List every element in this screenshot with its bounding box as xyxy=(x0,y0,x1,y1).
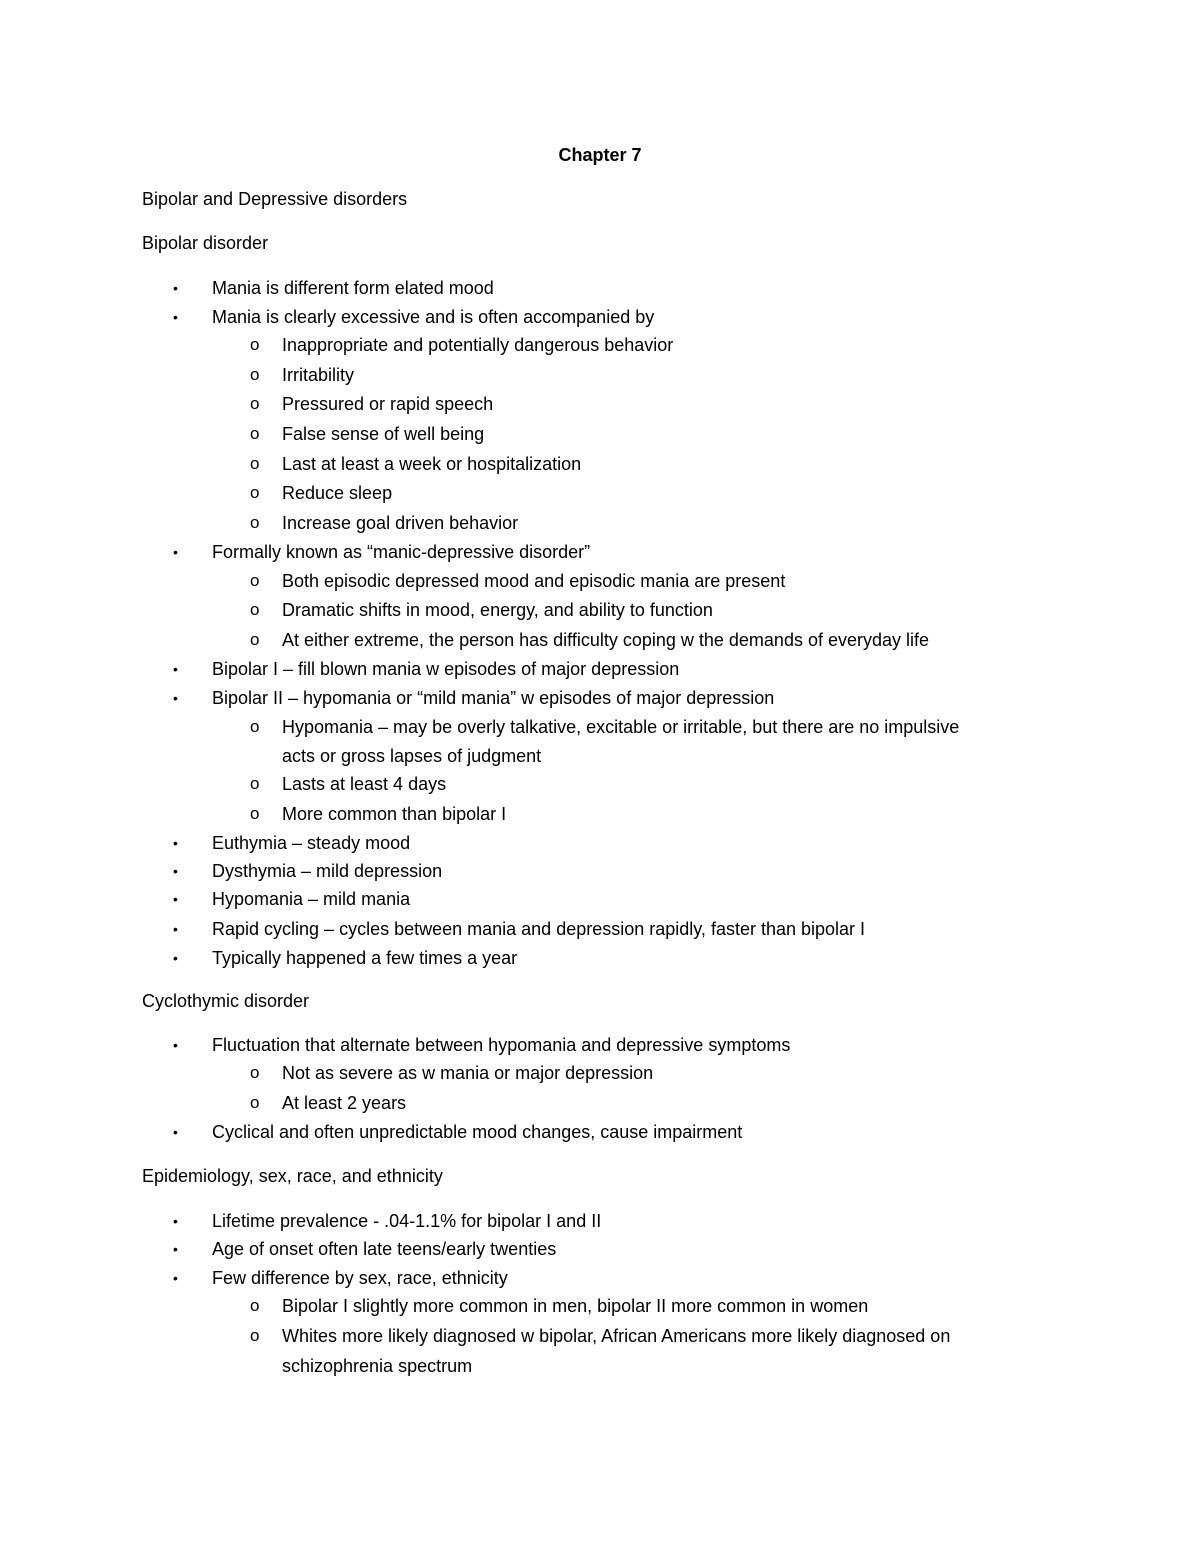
sub-bullet-marker: o xyxy=(250,1093,260,1112)
sub-bullet-marker: o xyxy=(250,454,260,473)
sub-list-item: Not as severe as w mania or major depression xyxy=(282,1063,654,1083)
sub-list-item: Inappropriate and potentially dangerous behavior xyxy=(282,335,674,355)
sub-list-item: Increase goal driven behavior xyxy=(282,513,519,533)
list-item: Mania is clearly excessive and is often accompanied by xyxy=(212,307,655,327)
sub-bullet-marker: o xyxy=(250,600,260,619)
sub-list-item: Bipolar I slightly more common in men, bipolar II more common in women xyxy=(282,1296,869,1316)
bullet-marker: • xyxy=(173,280,178,296)
sub-list-item: Lasts at least 4 days xyxy=(282,774,447,794)
sub-bullet-marker: o xyxy=(250,424,260,443)
sub-list-item: Hypomania – may be overly talkative, excitable or irritable, but there are no impulsive xyxy=(282,717,960,737)
sub-list-item: False sense of well being xyxy=(282,424,485,444)
sub-list-item: Dramatic shifts in mood, energy, and ability to function xyxy=(282,600,713,620)
sub-bullet-marker: o xyxy=(250,774,260,793)
list-item: Cyclical and often unpredictable mood changes, cause impairment xyxy=(212,1122,743,1142)
sub-bullet-marker: o xyxy=(250,717,260,736)
sub-list-item: Whites more likely diagnosed w bipolar, African Americans more likely diagnosed on xyxy=(282,1326,951,1346)
sub-list-item-continuation: acts or gross lapses of judgment xyxy=(282,746,542,766)
sub-list-item: Pressured or rapid speech xyxy=(282,394,494,414)
list-item: Hypomania – mild mania xyxy=(212,889,411,909)
sub-bullet-marker: o xyxy=(250,630,260,649)
sub-list-item: More common than bipolar I xyxy=(282,804,507,824)
sub-bullet-marker: o xyxy=(250,394,260,413)
bullet-marker: • xyxy=(173,661,178,677)
document-subtitle: Bipolar and Depressive disorders xyxy=(142,189,408,209)
bullet-marker: • xyxy=(173,950,178,966)
sub-list-item: Both episodic depressed mood and episodic mania are present xyxy=(282,571,786,591)
sub-list-item: At either extreme, the person has difficulty coping w the demands of everyday life xyxy=(282,630,930,650)
bullet-marker: • xyxy=(173,891,178,907)
sub-bullet-marker: o xyxy=(250,513,260,532)
list-item: Mania is different form elated mood xyxy=(212,278,494,298)
bullet-marker: • xyxy=(173,544,178,560)
bullet-marker: • xyxy=(173,1241,178,1257)
section-heading-epidemiology: Epidemiology, sex, race, and ethnicity xyxy=(142,1166,443,1186)
sub-list-item: Last at least a week or hospitalization xyxy=(282,454,582,474)
sub-bullet-marker: o xyxy=(250,1296,260,1315)
sub-bullet-marker: o xyxy=(250,1326,260,1345)
sub-list-item: Reduce sleep xyxy=(282,483,393,503)
sub-bullet-marker: o xyxy=(250,1063,260,1082)
sub-list-item: At least 2 years xyxy=(282,1093,407,1113)
list-item: Typically happened a few times a year xyxy=(212,948,518,968)
sub-bullet-marker: o xyxy=(250,365,260,384)
list-item: Lifetime prevalence - .04-1.1% for bipolar I and II xyxy=(212,1211,602,1231)
section-heading-bipolar: Bipolar disorder xyxy=(142,233,269,253)
bullet-marker: • xyxy=(173,1270,178,1286)
section-heading-cyclothymic: Cyclothymic disorder xyxy=(142,991,310,1011)
list-item: Formally known as “manic-depressive disorder” xyxy=(212,542,591,562)
bullet-marker: • xyxy=(173,1037,178,1053)
sub-bullet-marker: o xyxy=(250,335,260,354)
sub-bullet-marker: o xyxy=(250,483,260,502)
bullet-marker: • xyxy=(173,309,178,325)
bullet-marker: • xyxy=(173,1124,178,1140)
sub-list-item: Irritability xyxy=(282,365,355,385)
bullet-marker: • xyxy=(173,690,178,706)
list-item: Rapid cycling – cycles between mania and depression rapidly, faster than bipolar I xyxy=(212,919,866,939)
bullet-marker: • xyxy=(173,921,178,937)
bullet-marker: • xyxy=(173,1213,178,1229)
list-item: Few difference by sex, race, ethnicity xyxy=(212,1268,508,1288)
bullet-marker: • xyxy=(173,835,178,851)
list-item: Bipolar II – hypomania or “mild mania” w episodes of major depression xyxy=(212,688,775,708)
bullet-marker: • xyxy=(173,863,178,879)
sub-bullet-marker: o xyxy=(250,804,260,823)
list-item: Euthymia – steady mood xyxy=(212,833,411,853)
document-title: Chapter 7 xyxy=(558,145,642,165)
sub-bullet-marker: o xyxy=(250,571,260,590)
sub-list-item-continuation: schizophrenia spectrum xyxy=(282,1356,473,1376)
list-item: Dysthymia – mild depression xyxy=(212,861,443,881)
list-item: Bipolar I – fill blown mania w episodes of major depression xyxy=(212,659,680,679)
list-item: Fluctuation that alternate between hypomania and depressive symptoms xyxy=(212,1035,791,1055)
list-item: Age of onset often late teens/early twenties xyxy=(212,1239,557,1259)
